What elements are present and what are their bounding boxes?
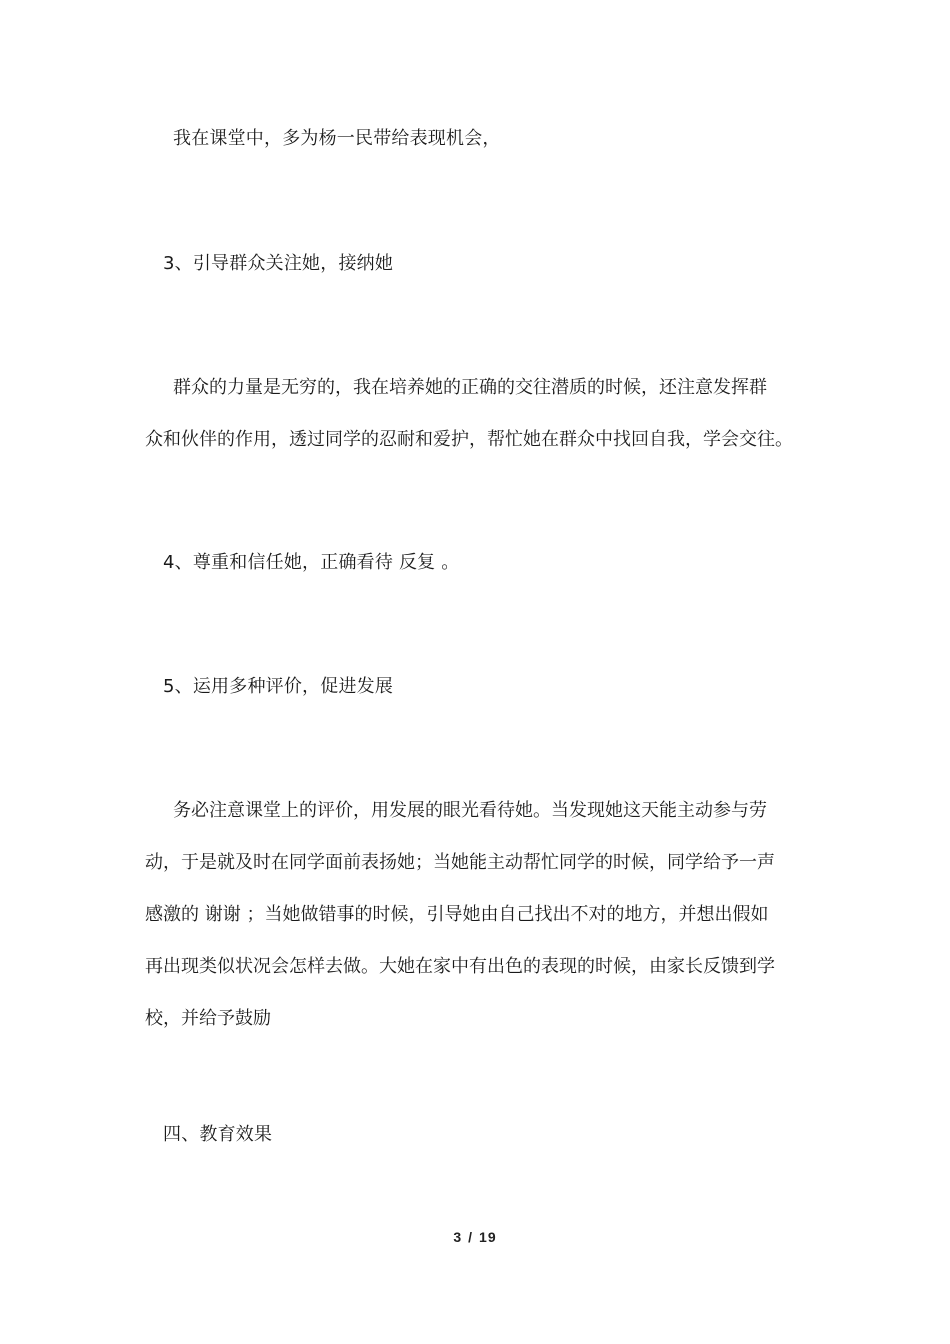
heading-education-effect: 四、教育效果 (163, 1124, 273, 1145)
page-separator: / (468, 1229, 474, 1245)
current-page-number: 3 (453, 1229, 463, 1245)
heading-multiple-evaluation: 5、运用多种评价，促进发展 (163, 676, 394, 697)
paragraph-line: 感激的 谢谢 ；当她做错事的时候，引导她由自己找出不对的地方，并想出假如 (145, 904, 769, 925)
heading-guide-group-attention: 3、引导群众关注她，接纳她 (163, 253, 394, 274)
paragraph-group-power (145, 375, 810, 479)
total-pages-number: 19 (479, 1229, 497, 1245)
paragraph-line: 务必注意课堂上的评价，用发展的眼光看待她。当发现她这天能主动参与劳 (173, 800, 767, 821)
paragraph-line: 校，并给予鼓励 (145, 1008, 271, 1029)
paragraph-line: 动，于是就及时在同学面前表扬她；当她能主动帮忙同学的时候，同学给予一声 (145, 852, 775, 873)
heading-respect-trust: 4、尊重和信任她，正确看待 反复 。 (163, 552, 460, 573)
page-number (0, 1229, 950, 1245)
paragraph-classroom-opportunity: 我在课堂中，多为杨一民带给表现机会， (173, 128, 501, 149)
paragraph-line: 群众的力量是无穷的，我在培养她的正确的交往潜质的时候，还注意发挥群 (173, 377, 767, 398)
paragraph-classroom-evaluation (145, 798, 810, 1058)
paragraph-line: 再出现类似状况会怎样去做。大她在家中有出色的表现的时候，由家长反馈到学 (145, 956, 775, 977)
paragraph-line: 众和伙伴的作用，透过同学的忍耐和爱护，帮忙她在群众中找回自我，学会交往。 (145, 429, 793, 450)
